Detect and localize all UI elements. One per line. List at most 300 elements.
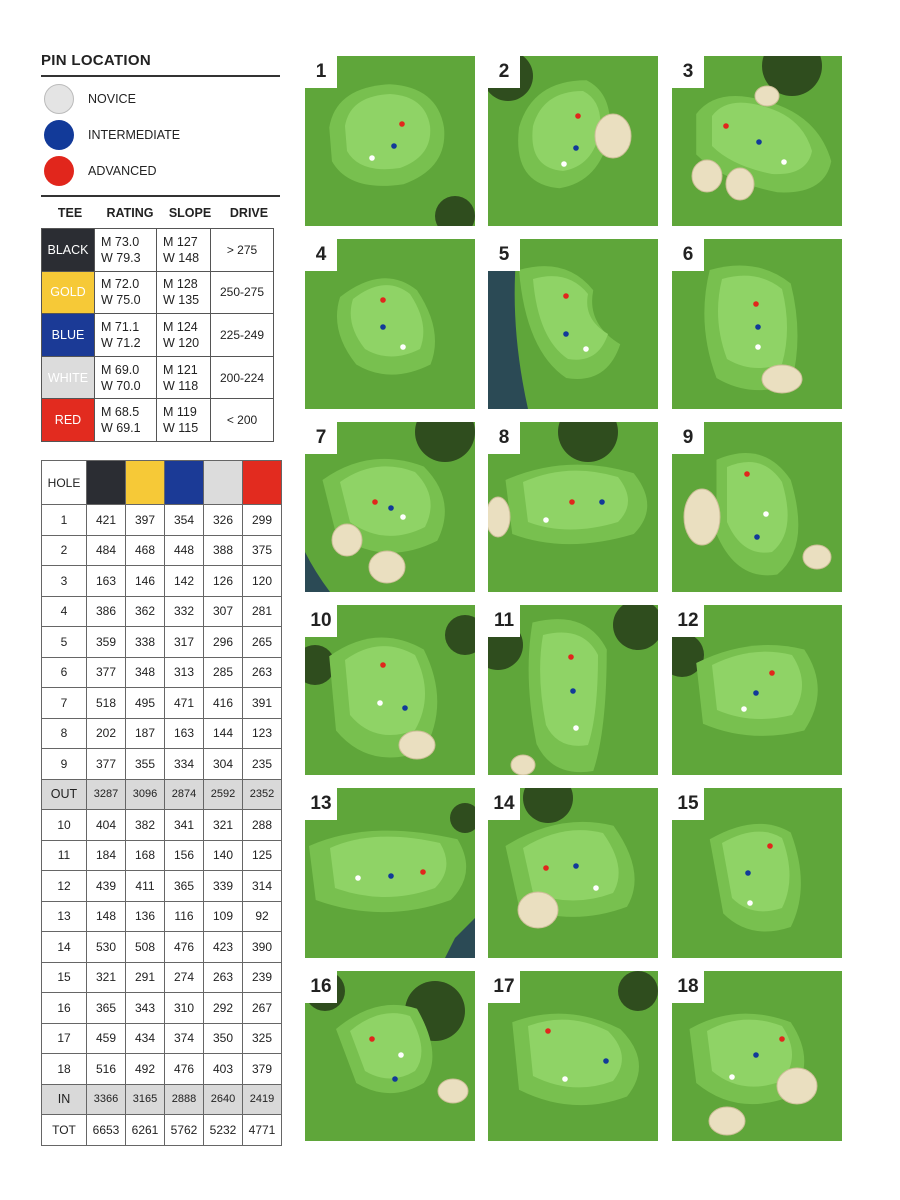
yardage-cell: 317 [165,627,204,658]
tee-row-white [42,356,274,399]
yardage-cell: 163 [87,566,126,597]
sand-bunker [399,731,435,759]
advanced-pin [723,123,729,129]
yardage-cell: 386 [87,596,126,627]
rating-men: M 73.0 [101,234,140,249]
hole-map-13 [305,788,475,958]
yardage-cell: 265 [243,627,282,658]
yardage-cell: 325 [243,1023,282,1054]
hole-map-5 [488,239,658,409]
yardage-cell: 341 [165,810,204,841]
yardage-cell: 492 [126,1054,165,1085]
subtotal-row [42,1084,282,1115]
yardage-cell: 3366 [87,1084,126,1115]
yardage-cell: 377 [87,749,126,780]
novice-pin [377,700,383,706]
hole-number-label: 12 [672,605,704,637]
hole-row [42,932,282,963]
yardage-cell: 299 [243,505,282,536]
hole-number-label: 5 [488,239,520,271]
yardage-cell: 148 [87,901,126,932]
yardage-cell: 3096 [126,779,165,810]
yardage-cell: 448 [165,535,204,566]
hole-number-cell: 16 [42,993,87,1024]
novice-pin [763,511,769,517]
hole-number-cell: TOT [42,1115,87,1146]
advanced-pin [380,297,386,303]
rating-women: W 79.3 [101,250,141,265]
hole-map-2 [488,56,658,226]
tee-color-cell: BLACK [42,229,95,272]
slope-men: M 121 [163,362,198,377]
hole-number-cell: 17 [42,1023,87,1054]
drive-header: DRIVE [229,206,269,220]
tee-color-cell: GOLD [42,271,95,314]
intermediate-pin [603,1058,609,1064]
yardage-cell: 5232 [204,1115,243,1146]
hole-row [42,749,282,780]
subtotal-row [42,779,282,810]
yardage-cell: 109 [204,901,243,932]
drive-cell: > 275 [211,229,274,272]
hole-map-17 [488,971,658,1141]
intermediate-pin [388,505,394,511]
slope-header: SLOPE [168,206,212,220]
novice-pin [747,900,753,906]
yardage-cell: 421 [87,505,126,536]
sand-bunker [684,489,720,545]
intermediate-pin [745,870,751,876]
novice-pin [593,885,599,891]
hole-number-label: 4 [305,239,337,271]
intermediate-pin [570,688,576,694]
yardage-cell: 2640 [204,1084,243,1115]
rating-men: M 68.5 [101,405,140,420]
novice-pin [369,155,375,161]
intermediate-pin [599,499,605,505]
yardage-cell: 296 [204,627,243,658]
yardage-cell: 374 [165,1023,204,1054]
hole-header: HOLE [42,461,87,505]
putting-green [718,276,787,368]
intermediate-pin [392,1076,398,1082]
hole-number-label: 1 [305,56,337,88]
advanced-pin [369,1036,375,1042]
hole-number-cell: 14 [42,932,87,963]
yardage-cell: 304 [204,749,243,780]
intermediate-pin [755,324,761,330]
tee-color-header [165,461,204,505]
yardage-cell: 484 [87,535,126,566]
slope-women: W 115 [163,421,199,436]
tee-color-header [126,461,165,505]
yardage-cell: 434 [126,1023,165,1054]
hole-number-cell: 6 [42,657,87,688]
hole-number-label: 6 [672,239,704,271]
advanced-pin [779,1036,785,1042]
yardage-cell: 348 [126,657,165,688]
yardage-cell: 263 [204,962,243,993]
yardage-cell: 476 [165,1054,204,1085]
intermediate-pin [573,145,579,151]
hole-row [42,718,282,749]
yardage-cell: 239 [243,962,282,993]
novice-pin [398,1052,404,1058]
slope-men: M 119 [163,405,197,420]
yardage-cell: 3287 [87,779,126,810]
hole-number-cell: 4 [42,596,87,627]
legend-item-novice [44,84,136,114]
yardage-cell: 365 [165,871,204,902]
hole-map-1 [305,56,475,226]
scorecard-table [41,460,282,1146]
slope-men: M 124 [163,319,198,334]
hole-row [42,627,282,658]
hole-map-16 [305,971,475,1141]
legend-label-novice: NOVICE [88,92,136,106]
yardage-cell: 126 [204,566,243,597]
legend-label-intermediate: INTERMEDIATE [88,128,181,142]
yardage-cell: 285 [204,657,243,688]
advanced-pin [769,670,775,676]
sand-bunker [762,365,802,393]
yardage-cell: 397 [126,505,165,536]
yardage-cell: 281 [243,596,282,627]
novice-pin [355,875,361,881]
intermediate-pin-dot [44,120,74,150]
slope-women: W 118 [163,378,199,393]
advanced-pin [767,843,773,849]
yardage-cell: 362 [126,596,165,627]
advanced-pin [420,869,426,875]
rating-men: M 72.0 [101,277,140,292]
drive-cell: 225-249 [211,314,274,357]
hole-number-cell: 13 [42,901,87,932]
yardage-cell: 355 [126,749,165,780]
yardage-cell: 375 [243,535,282,566]
novice-pin [561,161,567,167]
yardage-cell: 388 [204,535,243,566]
slope-cell [157,229,211,272]
yardage-cell: 235 [243,749,282,780]
novice-pin [729,1074,735,1080]
yardage-cell: 518 [87,688,126,719]
sand-bunker [692,160,722,192]
hole-row [42,505,282,536]
yardage-cell: 202 [87,718,126,749]
yardage-cell: 146 [126,566,165,597]
yardage-cell: 516 [87,1054,126,1085]
novice-pin [741,706,747,712]
advanced-pin [563,293,569,299]
advanced-pin [744,471,750,477]
yardage-cell: 334 [165,749,204,780]
advanced-pin [569,499,575,505]
hole-number-cell: 11 [42,840,87,871]
slope-women: W 135 [163,293,200,308]
intermediate-pin [753,1052,759,1058]
yardage-cell: 163 [165,718,204,749]
hole-number-cell: 7 [42,688,87,719]
hole-number-label: 7 [305,422,337,454]
yardage-cell: 379 [243,1054,282,1085]
yardage-cell: 439 [87,871,126,902]
advanced-pin [753,301,759,307]
tee-color-header [87,461,126,505]
yardage-cell: 404 [87,810,126,841]
rating-cell [95,356,157,399]
rating-cell [95,314,157,357]
sand-bunker [332,524,362,556]
intermediate-pin [380,324,386,330]
hole-map-8 [488,422,658,592]
putting-green [707,1020,792,1087]
yardage-cell: 292 [204,993,243,1024]
yardage-cell: 382 [126,810,165,841]
yardage-cell: 416 [204,688,243,719]
yardage-cell: 274 [165,962,204,993]
rating-women: W 70.0 [101,378,141,393]
hole-row [42,1115,282,1146]
yardage-cell: 391 [243,688,282,719]
slope-women: W 120 [163,335,200,350]
novice-pin [400,514,406,520]
yardage-cell: 6653 [87,1115,126,1146]
intermediate-pin [402,705,408,711]
hole-number-label: 2 [488,56,520,88]
putting-green [523,471,628,530]
hole-number-cell: OUT [42,779,87,810]
slope-men: M 127 [163,234,198,249]
novice-pin [543,517,549,523]
hole-number-cell: 10 [42,810,87,841]
hole-number-label: 3 [672,56,704,88]
intermediate-pin [573,863,579,869]
yardage-cell: 6261 [126,1115,165,1146]
scorecard-header-row [42,461,282,505]
hole-map-14 [488,788,658,958]
yardage-cell: 459 [87,1023,126,1054]
novice-pin [781,159,787,165]
hole-map-18 [672,971,842,1141]
hole-number-cell: 1 [42,505,87,536]
hole-map-3 [672,56,842,226]
novice-pin-dot [44,84,74,114]
yardage-cell: 354 [165,505,204,536]
yardage-cell: 310 [165,993,204,1024]
legend-item-intermediate [44,120,180,150]
sand-bunker [511,755,535,775]
yardage-cell: 288 [243,810,282,841]
hole-number-cell: IN [42,1084,87,1115]
sand-bunker [488,497,510,537]
yardage-cell: 144 [204,718,243,749]
tee-color-cell: BLUE [42,314,95,357]
advanced-pin-dot [44,156,74,186]
intermediate-pin [391,143,397,149]
hole-map-9 [672,422,842,592]
hole-map-4 [305,239,475,409]
rating-women: W 69.1 [101,421,141,436]
legend-bottom-rule [41,195,280,197]
tee-row-blue [42,314,274,357]
yardage-cell: 530 [87,932,126,963]
sand-bunker [595,114,631,158]
intermediate-pin [754,534,760,540]
intermediate-pin [753,690,759,696]
yardage-cell: 508 [126,932,165,963]
hole-map-6 [672,239,842,409]
yardage-cell: 267 [243,993,282,1024]
intermediate-pin [563,331,569,337]
hole-number-cell: 8 [42,718,87,749]
hole-row [42,871,282,902]
hole-number-cell: 15 [42,962,87,993]
tee-color-header [204,461,243,505]
hole-number-label: 15 [672,788,704,820]
hole-number-label: 14 [488,788,520,820]
yardage-cell: 184 [87,840,126,871]
slope-cell [157,314,211,357]
hole-row [42,566,282,597]
yardage-cell: 359 [87,627,126,658]
hole-map-7 [305,422,475,592]
hole-row [42,1054,282,1085]
legend-top-rule [41,75,280,77]
novice-pin [562,1076,568,1082]
yardage-cell: 2888 [165,1084,204,1115]
hole-row [42,657,282,688]
legend-item-advanced [44,156,157,186]
novice-pin [755,344,761,350]
drive-cell: < 200 [211,399,274,442]
yardage-cell: 120 [243,566,282,597]
yardage-cell: 343 [126,993,165,1024]
sand-bunker [518,892,558,928]
yardage-cell: 263 [243,657,282,688]
putting-green [523,830,619,900]
tee-row-red [42,399,274,442]
yardage-cell: 187 [126,718,165,749]
hole-number-label: 10 [305,605,337,637]
legend-label-advanced: ADVANCED [88,164,157,178]
hole-map-15 [672,788,842,958]
yardage-cell: 314 [243,871,282,902]
hole-row [42,993,282,1024]
hole-row [42,840,282,871]
hole-number-cell: 9 [42,749,87,780]
slope-cell [157,271,211,314]
yardage-cell: 140 [204,840,243,871]
sand-bunker [777,1068,817,1104]
yardage-cell: 476 [165,932,204,963]
putting-green [330,837,446,897]
advanced-pin [575,113,581,119]
slope-cell [157,356,211,399]
hole-number-cell: 12 [42,871,87,902]
hole-row [42,688,282,719]
hole-number-cell: 3 [42,566,87,597]
hole-row [42,901,282,932]
yardage-cell: 142 [165,566,204,597]
hole-number-label: 8 [488,422,520,454]
intermediate-pin [388,873,394,879]
tee-table [41,228,274,442]
rating-men: M 71.1 [101,319,140,334]
hole-map-10 [305,605,475,775]
sand-bunker [369,551,405,583]
yardage-cell: 2352 [243,779,282,810]
yardage-cell: 168 [126,840,165,871]
hole-number-label: 17 [488,971,520,1003]
rating-header: RATING [106,206,154,220]
drive-cell: 200-224 [211,356,274,399]
yardage-cell: 313 [165,657,204,688]
hole-number-label: 13 [305,788,337,820]
advanced-pin [372,499,378,505]
hole-number-cell: 5 [42,627,87,658]
hole-number-cell: 18 [42,1054,87,1085]
yardage-cell: 3165 [126,1084,165,1115]
yardage-cell: 423 [204,932,243,963]
yardage-cell: 468 [126,535,165,566]
sand-bunker [803,545,831,569]
rating-cell [95,399,157,442]
yardage-cell: 321 [87,962,126,993]
rating-cell [95,229,157,272]
yardage-cell: 365 [87,993,126,1024]
novice-pin [400,344,406,350]
tee-row-black [42,229,274,272]
rating-women: W 71.2 [101,335,141,350]
tree-cluster [618,971,658,1011]
novice-pin [583,346,589,352]
yardage-cell: 471 [165,688,204,719]
slope-women: W 148 [163,250,200,265]
yardage-cell: 2592 [204,779,243,810]
yardage-cell: 2419 [243,1084,282,1115]
sand-bunker [438,1079,468,1103]
tee-color-cell: WHITE [42,356,95,399]
hole-row [42,810,282,841]
yardage-cell: 136 [126,901,165,932]
intermediate-pin [756,139,762,145]
advanced-pin [568,654,574,660]
tee-color-header [243,461,282,505]
yardage-cell: 390 [243,932,282,963]
yardage-cell: 321 [204,810,243,841]
tee-header: TEE [57,206,83,220]
yardage-cell: 2874 [165,779,204,810]
slope-men: M 128 [163,277,198,292]
yardage-cell: 495 [126,688,165,719]
putting-green [345,646,425,735]
hole-number-label: 9 [672,422,704,454]
legend-title: PIN LOCATION [41,52,151,69]
sand-bunker [755,86,779,106]
yardage-cell: 332 [165,596,204,627]
advanced-pin [399,121,405,127]
hole-number-label: 16 [305,971,337,1003]
yardage-cell: 338 [126,627,165,658]
yardage-cell: 339 [204,871,243,902]
rating-cell [95,271,157,314]
hole-row [42,962,282,993]
yardage-cell: 350 [204,1023,243,1054]
sand-bunker [726,168,754,200]
hole-number-label: 18 [672,971,704,1003]
hole-number-cell: 2 [42,535,87,566]
